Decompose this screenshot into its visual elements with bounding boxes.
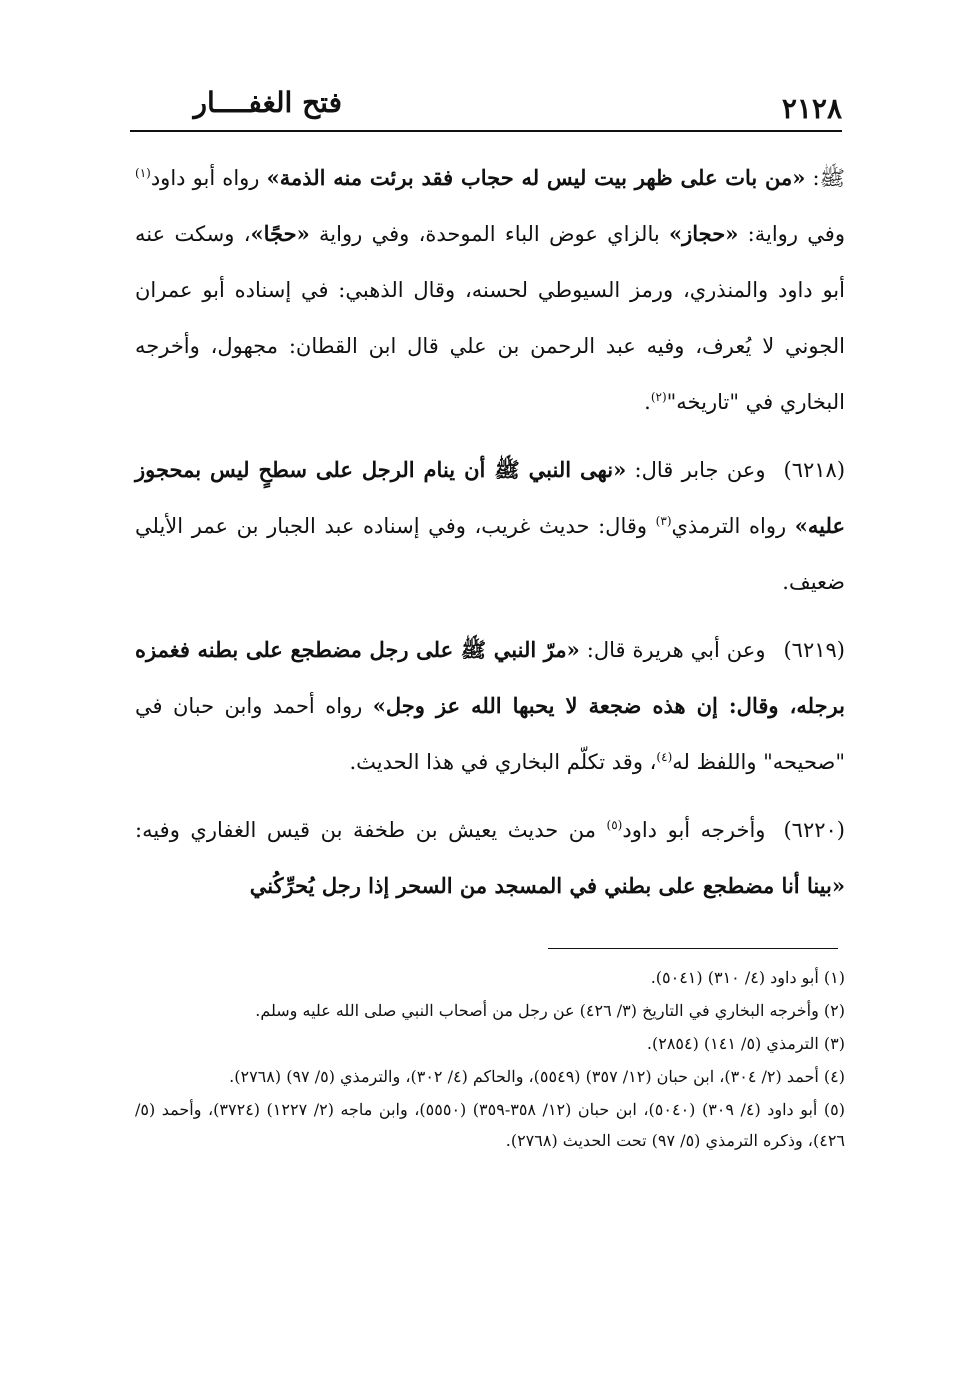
text-span: وعن أبي هريرة قال: (579, 638, 766, 662)
hadith-quote: «مرّ النبي ﷺ على رجل مضطجع على بطنه فغمزه برجله، وقال: إن هذه ضجعة لا يحبها الله عز وجل» (135, 637, 845, 718)
text-span: وأخرجه أبو داود (622, 818, 766, 842)
hadith-quote: «نهى النبي ﷺ أن ينام الرجل على سطحٍ ليس بمحجوز عليه» (135, 457, 845, 538)
page-header (130, 86, 842, 130)
footnote-rule (548, 948, 838, 949)
hadith-quote: «من بات على ظهر بيت ليس له حجاب فقد برئت منه الذمة» (266, 165, 806, 190)
text-span: وقال: حديث غريب، وفي إسناده عبد الجبار بن عمر الأيلي ضعيف. (135, 514, 845, 594)
text-span: . (644, 390, 651, 414)
text-span: رواه الترمذي (671, 514, 795, 538)
footnotes (135, 962, 845, 1158)
text-span: وعن جابر قال: (626, 458, 766, 482)
footnote-4: (٤) أحمد (٢/ ٣٠٤)، ابن حبان (١٢/ ٣٥٧) (٥٥٤٩)، والحاكم (٤/ ٣٠٢)، والترمذي (٥/ ٩٧) (٢٧٦٨). (229, 1067, 845, 1086)
paragraph-continuation (135, 150, 845, 430)
hadith-number: (٦٢١٨) (783, 458, 846, 482)
text-span: ﷺ: (805, 166, 846, 190)
hadith-quote: «بينا أنا مضطجع على بطني في المسجد من السحر إذا رجل يُحرِّكُني (249, 873, 845, 898)
variant-word: «حجاز» (669, 221, 739, 246)
text-span: رواه أحمد وابن حبان في "صحيحه" واللفظ له (135, 694, 845, 774)
hadith-paragraph-6220 (135, 802, 845, 914)
hadith-paragraph-6219 (135, 622, 845, 790)
footnote-ref: (٥) (606, 818, 623, 832)
variant-word: «حجًا» (250, 221, 310, 246)
text-span: بالزاي عوض الباء الموحدة، وفي رواية (309, 222, 670, 246)
page-number: ٢١٢٨ (781, 92, 842, 125)
hadith-number: (٦٢١٩) (783, 638, 845, 662)
footnote-ref: (٤) (656, 750, 673, 764)
header-rule (130, 130, 842, 132)
text-span: ، وسكت عنه أبو داود والمنذري، ورمز السيوطي لحسنه، وقال الذهبي: في إسناده أبو عمران الجوني لا يُعرف، وفيه عبد الرحمن بن علي قال ابن القطان: مجهول، وأخرجه البخاري في "تاريخه" (135, 222, 845, 414)
hadith-number: (٦٢٢٠) (783, 818, 845, 842)
text-span: وفي رواية: (738, 222, 845, 246)
running-title: فتح الغفــــار (193, 86, 342, 119)
footnote-2: (٢) وأخرجه البخاري في التاريخ (٣/ ٤٢٦) عن رجل من أصحاب النبي صلى الله عليه وسلم. (255, 1001, 845, 1020)
text-span: رواه أبو داود (150, 166, 267, 190)
footnote-ref: (٣) (655, 514, 672, 528)
footnote-ref: (٢) (650, 390, 667, 404)
footnote-ref: (١) (135, 166, 151, 180)
footnote-1: (١) أبو داود (٤/ ٣١٠) (٥٠٤١). (650, 968, 845, 987)
text-span: ، وقد تكلّم البخاري في هذا الحديث. (349, 750, 657, 774)
main-text (135, 150, 845, 926)
text-span: من حديث يعيش بن طخفة بن قيس الغفاري وفيه: (135, 818, 607, 842)
footnote-5: (٥) أبو داود (٤/ ٣٠٩) (٥٠٤٠)، ابن حبان (١٢/ ٣٥٨-٣٥٩) (٥٥٥٠)، وابن ماجه (٢/ ١٢٢٧) (٣٧٢٤)، وأحمد (٥/ ٤٢٦)، وذكره الترمذي (٥/ ٩٧) تحت الحديث (٢٧٦٨). (135, 1100, 845, 1150)
footnote-3: (٣) الترمذي (٥/ ١٤١) (٢٨٥٤). (646, 1034, 845, 1053)
hadith-paragraph-6218 (135, 442, 845, 610)
